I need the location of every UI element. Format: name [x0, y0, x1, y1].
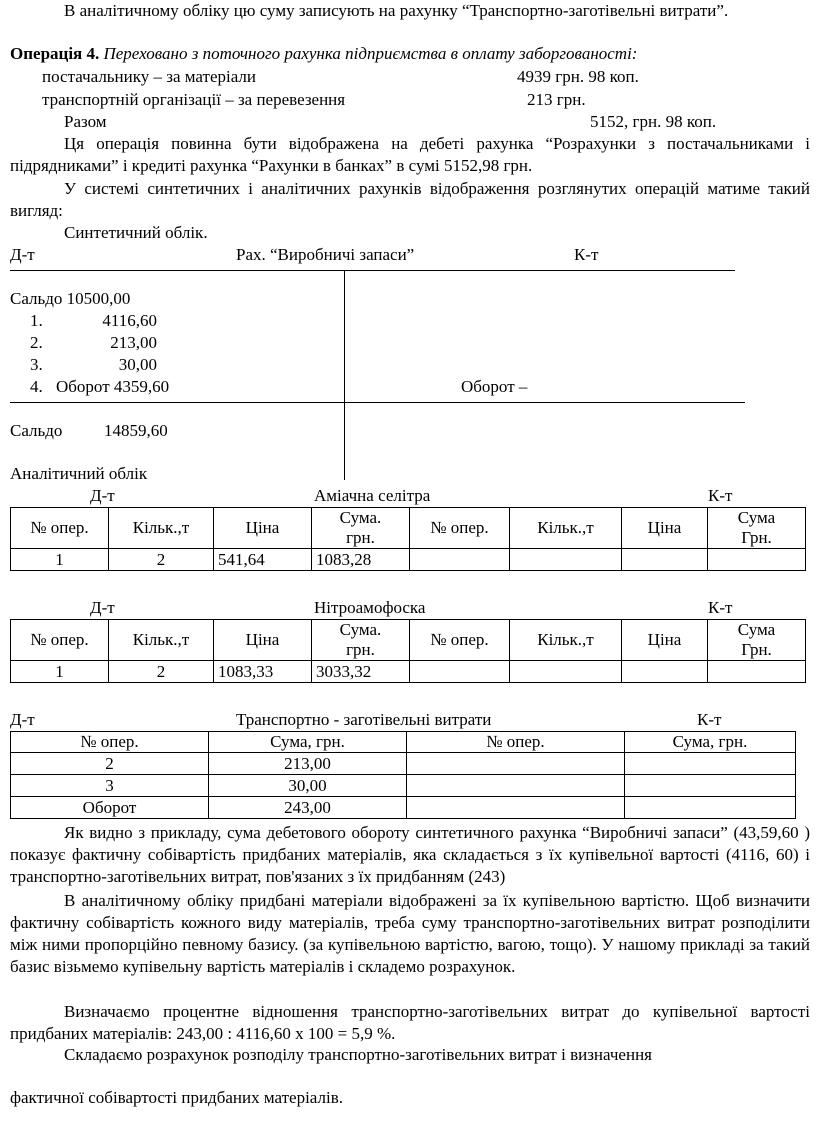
ledger-debit-label: Д-т — [90, 598, 115, 617]
op4-row-name: постачальнику – за матеріали — [42, 67, 256, 86]
conclusion-paragraph-3: Визначаємо процентне відношення транспортно-заготівельних витрат до купівельної вартості придбаних матеріалів: 243,00 : 4116,60 х 100 = 5,9 %. — [10, 1002, 810, 1043]
ledger-debit-label: Д-т — [90, 486, 115, 505]
ledger-debit-label: Д-т — [10, 710, 35, 729]
cell — [410, 549, 510, 571]
operation-4-label: Операція 4. — [10, 44, 100, 63]
header-cell: № опер. — [410, 508, 510, 549]
header-cell: Кільк.,т — [510, 508, 622, 549]
synthetic-saldo-end-label: Сальдо — [10, 421, 63, 440]
cell — [407, 797, 625, 819]
cell: 2 — [109, 661, 214, 683]
table-row — [11, 549, 806, 571]
op4-paragraph-2: У системі синтетичних і аналітичних рахунків відображення розглянутих операцій матиме такий вигляд: — [10, 179, 810, 220]
table-row — [11, 775, 796, 797]
header-cell: Кільк.,т — [109, 508, 214, 549]
header-cell: Ціна — [622, 508, 708, 549]
cell — [510, 661, 622, 683]
header-cell: Сума. грн. — [312, 620, 410, 661]
t-account-top-line — [10, 270, 735, 271]
header-cell: Сума, грн. — [209, 732, 407, 753]
synthetic-entry-num: 3. — [30, 355, 43, 374]
cell: 1 — [11, 661, 109, 683]
synthetic-entry-value: 4116,60 — [102, 311, 157, 330]
header-cell: Кільк.,т — [109, 620, 214, 661]
intro-line: В аналітичному обліку цю суму записують на рахунку “Транспортно-заготівельні витрати”. — [64, 1, 729, 20]
synthetic-credit-label: К-т — [574, 245, 599, 264]
header-cell: Ціна — [214, 620, 312, 661]
synthetic-turnover-num: 4. — [30, 377, 43, 396]
cell — [708, 661, 806, 683]
cell: 1 — [11, 549, 109, 571]
conclusion-paragraph-1: Як видно з прикладу, сума дебетового обороту синтетичного рахунка “Виробничі запаси” (43,59,60 ) показує фактичну собівартість придбаних матеріалів, яка складається з їх купівельної вартості (4116, 60) і транспортно-заготівельних витрат, пов'язаних з їх придбанням (243) — [10, 823, 810, 886]
ledger-credit-label: К-т — [708, 598, 733, 617]
ledger-table-transport — [10, 731, 796, 819]
cell — [625, 775, 796, 797]
ledger-table-nitroamofoska — [10, 619, 806, 683]
synthetic-account-title: Рах. “Виробничі запаси” — [236, 245, 415, 264]
header-cell: № опер. — [11, 620, 109, 661]
header-cell: № опер. — [410, 620, 510, 661]
cell: 2 — [11, 753, 209, 775]
cell — [622, 549, 708, 571]
ledger-title: Аміачна селітра — [314, 486, 431, 505]
t-account-bottom-line — [10, 402, 745, 403]
op4-total-amount: 5152, грн. 98 коп. — [590, 112, 717, 131]
cell — [625, 753, 796, 775]
table-row — [11, 753, 796, 775]
cell: 2 — [109, 549, 214, 571]
analytic-heading: Аналітичний облік — [10, 464, 148, 483]
ledger-table-amiachna-selitra — [10, 507, 806, 571]
cell: 3033,32 — [312, 661, 410, 683]
header-cell: Сума, грн. — [625, 732, 796, 753]
conclusion-paragraph-4: Складаємо розрахунок розподілу транспортно-заготівельних витрат і визначення — [64, 1045, 652, 1064]
ledger-title: Нітроамофоска — [314, 598, 426, 617]
cell: 213,00 — [209, 753, 407, 775]
synthetic-entry-num: 1. — [30, 311, 43, 330]
header-cell: № опер. — [407, 732, 625, 753]
cell: 1083,33 — [214, 661, 312, 683]
cell — [708, 549, 806, 571]
cell — [622, 661, 708, 683]
header-cell: Ціна — [622, 620, 708, 661]
cell: 1083,28 — [312, 549, 410, 571]
ledger-credit-label: К-т — [708, 486, 733, 505]
cell — [625, 797, 796, 819]
op4-total-label: Разом — [64, 112, 107, 131]
cell — [510, 549, 622, 571]
table-row — [11, 661, 806, 683]
header-cell: Сума. грн. — [312, 508, 410, 549]
header-cell: Кільк.,т — [510, 620, 622, 661]
conclusion-paragraph-2: В аналітичному обліку придбані матеріали відображені за їх купівельною вартістю. Щоб визначити фактичну собівартість кожного виду матеріалів, треба суму транспортно-заготівельних витрат розподілити між ними пропорційно певному базису. (за купівельною вартістю, вагою, тощо). У нашому прикладі за такий базис візьмемо купівельну вартість матеріалів і складемо розрахунок. — [10, 891, 810, 976]
cell: 541,64 — [214, 549, 312, 571]
synthetic-turnover-debit: Оборот 4359,60 — [56, 377, 170, 396]
header-cell: Сума Грн. — [708, 508, 806, 549]
header-cell: Сума Грн. — [708, 620, 806, 661]
op4-paragraph-1: Ця операція повинна бути відображена на дебеті рахунка “Розрахунки з постачальниками і підрядниками” і кредиті рахунка “Рахунки в банках” в сумі 5152,98 грн. — [10, 134, 810, 175]
cell — [407, 775, 625, 797]
operation-4-description: Переховано з поточного рахунка підприємства в оплату заборгованості: — [103, 44, 638, 63]
op4-row-name: транспортній організації – за перевезення — [42, 90, 346, 109]
op4-row-amount: 4939 грн. 98 коп. — [517, 67, 639, 86]
header-cell: № опер. — [11, 732, 209, 753]
cell — [407, 753, 625, 775]
synthetic-entry-value: 213,00 — [110, 333, 157, 352]
header-cell: Ціна — [214, 508, 312, 549]
cell: 30,00 — [209, 775, 407, 797]
table-row — [11, 797, 796, 819]
synthetic-entry-num: 2. — [30, 333, 43, 352]
synthetic-entry-value: 30,00 — [118, 355, 157, 374]
synthetic-turnover-credit: Оборот – — [461, 377, 528, 396]
op4-row-amount: 213 грн. — [527, 90, 586, 109]
ledger-credit-label: К-т — [697, 710, 722, 729]
synthetic-debit-label: Д-т — [10, 245, 35, 264]
t-account-divider — [344, 270, 345, 480]
header-cell: № опер. — [11, 508, 109, 549]
ledger-title: Транспортно - заготівельні витрати — [236, 710, 492, 729]
cell: 243,00 — [209, 797, 407, 819]
synthetic-saldo-start: Сальдо 10500,00 — [10, 289, 131, 308]
operation-4-heading — [10, 43, 637, 65]
synthetic-saldo-end-value: 14859,60 — [104, 421, 168, 440]
synthetic-heading: Синтетичний облік. — [64, 223, 208, 242]
conclusion-paragraph-5: фактичної собівартості придбаних матеріалів. — [10, 1088, 343, 1107]
cell: Оборот — [11, 797, 209, 819]
cell: 3 — [11, 775, 209, 797]
cell — [410, 661, 510, 683]
